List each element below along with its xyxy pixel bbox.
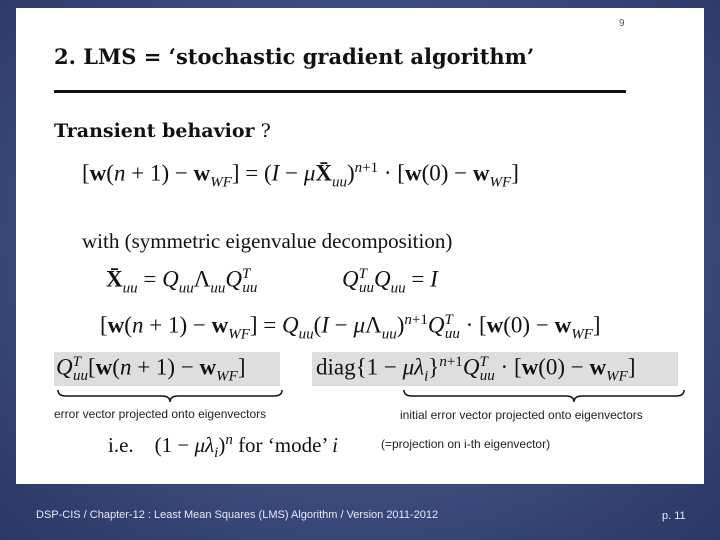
brace-right xyxy=(402,388,686,404)
ie-note: (=projection on i-th eigenvector) xyxy=(381,437,551,451)
equation-projected-right: diag{1 − $\mu\lambda_i\}^{n+1}Q^T_{uu} \cdot [w(0) - w_{WF}]$ xyxy=(316,354,636,385)
slide-page-number: 9 xyxy=(619,18,625,29)
equation-transient: $[w(n + 1) - w_{WF}] = (I$ − $\mu X̄_{uu})^{n+1} \cdot [w(0) - w_{WF}]$ xyxy=(82,160,519,191)
footer-text: DSP-CIS / Chapter-12 : Least Mean Squares (LMS) Algorithm / Version 2011-2012 xyxy=(36,509,439,521)
section-heading xyxy=(54,120,271,142)
equation-orthogonality: $Q^T_{uu}Q_{uu} = I$ xyxy=(342,266,438,297)
slide-title: 2. LMS = ‘stochastic gradient algorithm’ xyxy=(54,44,535,69)
title-rule xyxy=(54,90,626,93)
section-heading-suffix: ? xyxy=(260,120,271,142)
equation-projected-left: $Q^T_{uu}[w(n + 1) - w_{WF}]$ xyxy=(56,354,246,385)
ie-equation: i.e. $(1 - \mu\lambda_i)^n$ for ‘mode’ i xyxy=(108,432,338,462)
caption-right: initial error vector projected onto eigenvectors xyxy=(400,408,643,422)
footer-page-number: p. 11 xyxy=(662,510,686,522)
section-heading-text: Transient behavior xyxy=(54,120,255,142)
with-text: with (symmetric eigenvalue decomposition) xyxy=(82,229,453,253)
equation-eig-decomposition: $X̄_{uu} = Q_{uu}\Lambda_{uu}Q^T_{uu}$ xyxy=(106,266,258,297)
equation-decomposed: $[w(n + 1) - w_{WF}] = Q_{uu}(I - \mu\Lambda_{uu})^{n+1}Q^T_{uu} \cdot [w(0) - w_{WF}]$ xyxy=(100,312,601,343)
brace-left xyxy=(56,388,284,404)
caption-left: error vector projected onto eigenvectors xyxy=(54,407,267,421)
